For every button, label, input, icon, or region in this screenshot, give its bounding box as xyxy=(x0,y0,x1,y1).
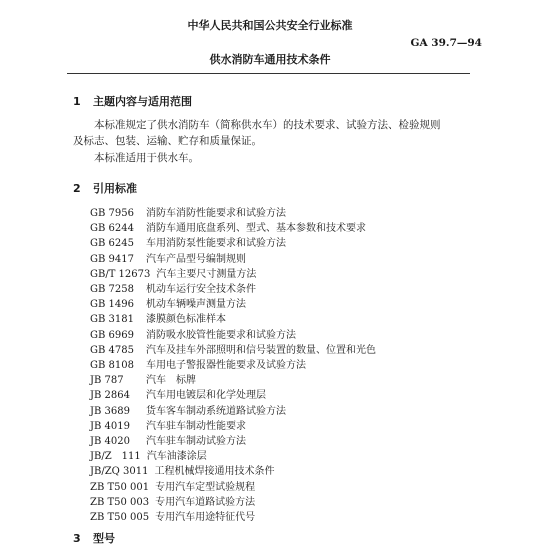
reference-title: 汽车用电镀层和化学处理层 xyxy=(146,390,266,402)
section-number: 2 xyxy=(73,182,81,195)
reference-item xyxy=(90,510,376,525)
reference-item xyxy=(90,343,376,358)
reference-code: GB/T 12673 xyxy=(90,268,151,280)
header-rule xyxy=(67,73,470,74)
reference-item xyxy=(90,312,376,327)
reference-title: 专用汽车道路试验方法 xyxy=(155,496,256,508)
reference-title: 机动车运行安全技术条件 xyxy=(146,284,256,296)
section-3-heading xyxy=(73,530,115,546)
reference-title: 车用消防泵性能要求和试验方法 xyxy=(146,238,286,250)
reference-item xyxy=(90,267,376,282)
reference-title: 消防车消防性能要求和试验方法 xyxy=(146,208,286,219)
reference-code: JB 787 xyxy=(90,375,124,387)
reference-item xyxy=(90,449,376,464)
reference-code: GB 1496 xyxy=(90,299,134,311)
reference-item xyxy=(90,221,376,236)
reference-item xyxy=(90,297,376,312)
reference-code: GB 6245 xyxy=(90,238,134,250)
reference-item xyxy=(90,419,376,434)
reference-code: JB 4019 xyxy=(90,420,130,432)
section-title: 主题内容与适用范围 xyxy=(93,95,192,108)
reference-title: 货车客车制动系统道路试验方法 xyxy=(146,405,286,417)
reference-code: JB 4020 xyxy=(90,436,130,448)
reference-item xyxy=(90,388,376,403)
reference-title: 专用汽车定型试验规程 xyxy=(155,481,256,493)
reference-item xyxy=(90,282,376,297)
reference-title: 消防车通用底盘系列、型式、基本参数和技术要求 xyxy=(146,223,366,235)
reference-code: JB/ZQ 3011 xyxy=(90,466,149,478)
reference-code: GB 6244 xyxy=(90,223,134,235)
reference-code: JB/Z 111 xyxy=(90,451,141,463)
reference-item xyxy=(90,206,376,221)
reference-code: GB 4785 xyxy=(90,344,134,356)
reference-item xyxy=(90,495,376,510)
reference-code: GB 8108 xyxy=(90,360,134,372)
reference-code: ZB T50 005 xyxy=(90,512,150,524)
section-2-heading xyxy=(73,180,137,196)
reference-list xyxy=(90,206,376,525)
section-number: 3 xyxy=(73,532,81,545)
reference-code: GB 9417 xyxy=(90,253,134,265)
reference-code: GB 7258 xyxy=(90,284,134,296)
section-1-heading xyxy=(73,93,192,109)
reference-item xyxy=(90,464,376,479)
reference-title: 机动车辆噪声测量方法 xyxy=(146,299,246,311)
reference-item xyxy=(90,358,376,373)
section-title: 型号 xyxy=(93,532,115,545)
scope-paragraph-2: 本标准适用于供水车。 xyxy=(94,152,199,164)
reference-code: GB 7956 xyxy=(90,208,134,219)
section-title: 引用标准 xyxy=(93,182,137,195)
scope-line-1: 本标准规定了供水消防车（简称供水车）的技术要求、试验方法、检验规则 xyxy=(94,119,441,131)
section-number: 1 xyxy=(73,95,81,108)
document-title: 供水消防车通用技术条件 xyxy=(209,53,331,66)
scope-line-2: 及标志、包装、运输、贮存和质量保证。 xyxy=(73,135,262,147)
reference-title: 车用电子警报器性能要求及试验方法 xyxy=(146,360,306,372)
reference-code: GB 3181 xyxy=(90,314,134,326)
reference-item xyxy=(90,404,376,419)
reference-item xyxy=(90,434,376,449)
reference-title: 漆膜颜色标准样本 xyxy=(146,314,226,326)
reference-title: 工程机械焊接通用技术条件 xyxy=(154,466,275,478)
reference-item xyxy=(90,480,376,495)
standard-category: 中华人民共和国公共安全行业标准 xyxy=(187,19,353,32)
reference-title: 汽车产品型号编制规则 xyxy=(146,253,246,265)
reference-code: ZB T50 003 xyxy=(90,496,150,508)
scope-paragraph-1 xyxy=(73,117,473,149)
reference-title: 汽车主要尺寸测量方法 xyxy=(156,268,257,280)
reference-item xyxy=(90,373,376,388)
reference-title: 专用汽车用途特征代号 xyxy=(155,512,256,524)
reference-item xyxy=(90,328,376,343)
reference-code: GB 6969 xyxy=(90,329,134,341)
reference-title: 汽车油漆涂层 xyxy=(146,451,207,463)
standard-code: GA 39.7—94 xyxy=(410,37,482,49)
reference-title: 汽车 标牌 xyxy=(146,375,196,387)
reference-title: 汽车驻车制动性能要求 xyxy=(146,420,246,432)
reference-item xyxy=(90,236,376,251)
reference-item xyxy=(90,252,376,267)
reference-code: JB 2864 xyxy=(90,390,130,402)
reference-title: 汽车及挂车外部照明和信号装置的数量、位置和光色 xyxy=(146,344,376,356)
reference-code: JB 3689 xyxy=(90,405,130,417)
reference-code: ZB T50 001 xyxy=(90,481,150,493)
reference-title: 汽车驻车制动试验方法 xyxy=(146,436,246,448)
reference-title: 消防吸水胶管性能要求和试验方法 xyxy=(146,329,296,341)
